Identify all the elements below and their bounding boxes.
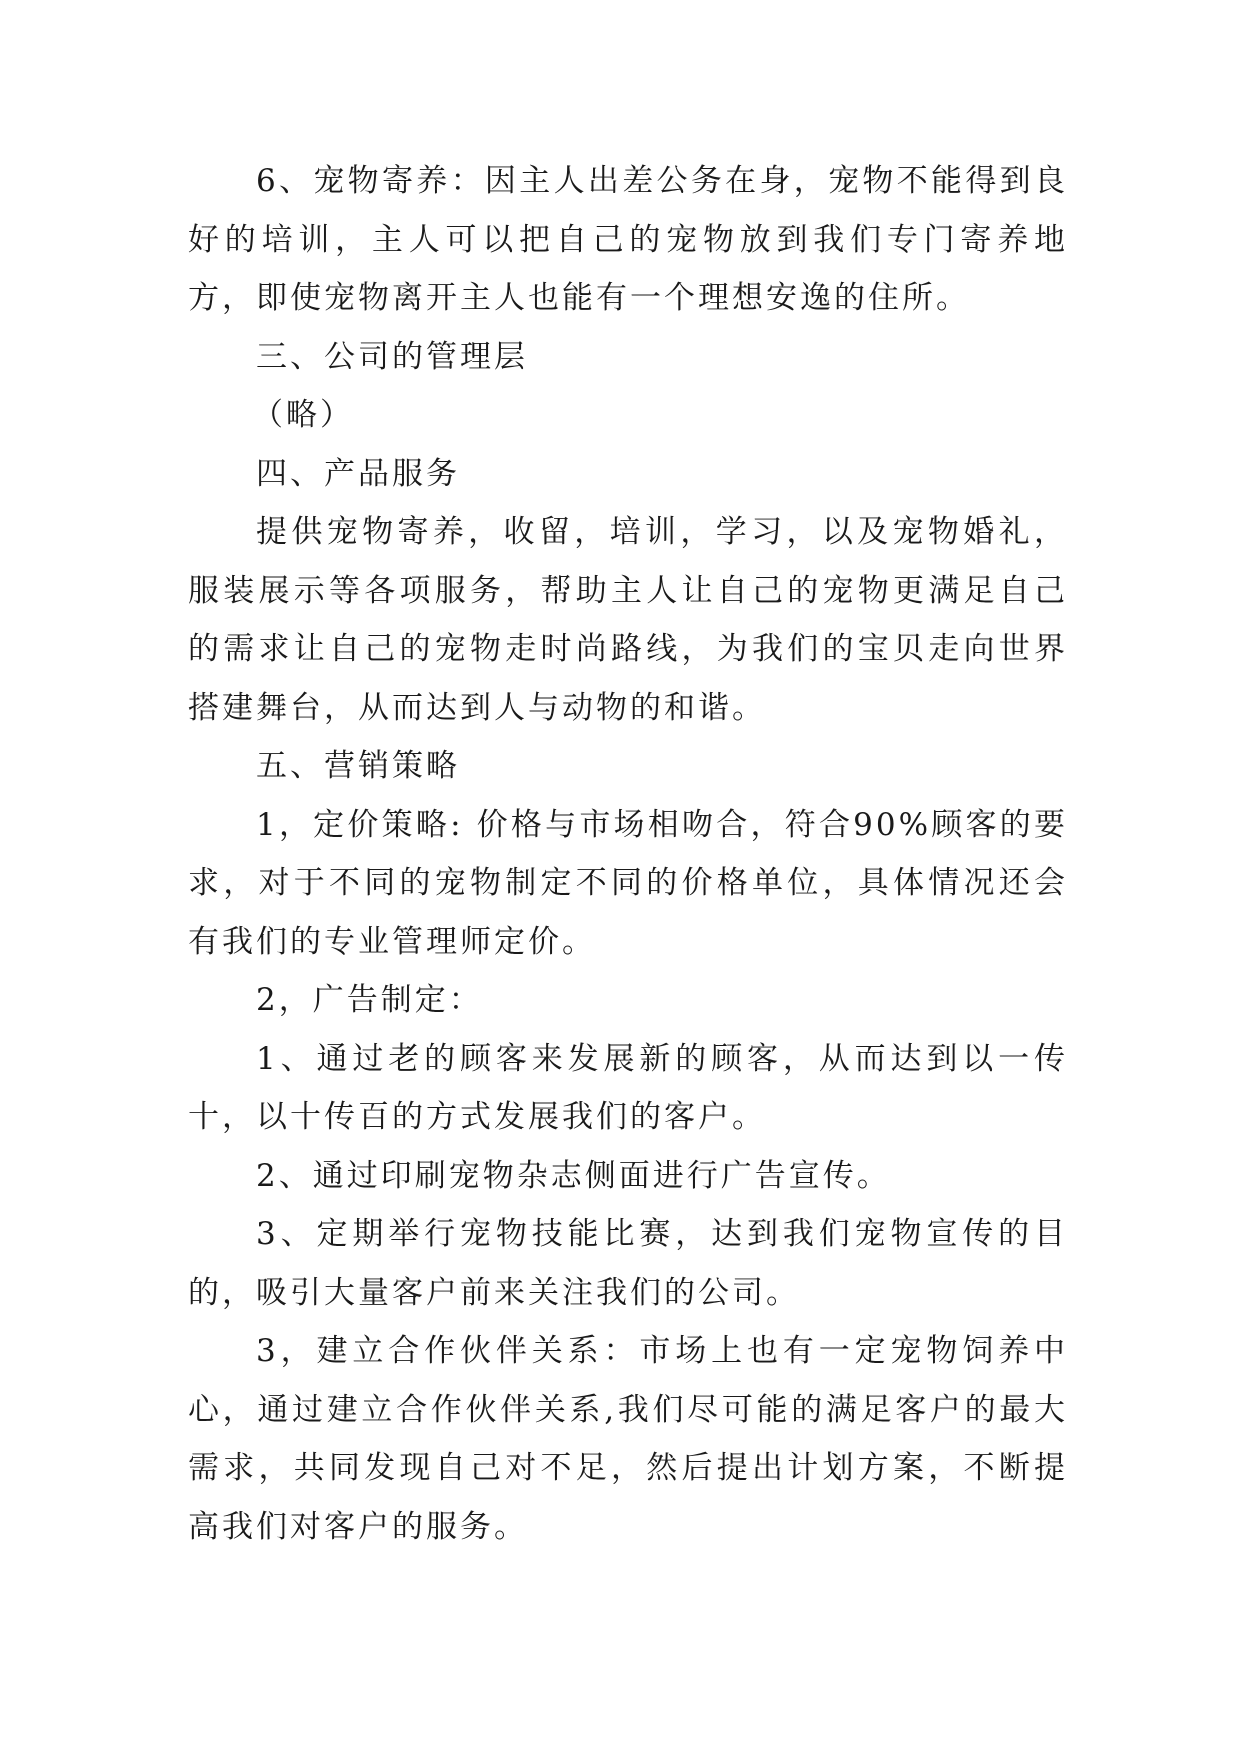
paragraph-products-services: 提供宠物寄养，收留，培训，学习，以及宠物婚礼，服装展示等各项服务，帮助主人让自己的宠物更满足自己的需求让自己的宠物走时尚路线，为我们的宝贝走向世界搭建舞台，从而达到人与动物的和谐。 bbox=[188, 514, 1068, 726]
paragraph-advertising-item-3: 3、定期举行宠物技能比赛，达到我们宠物宣传的目的，吸引大量客户前来关注我们的公司。 bbox=[188, 1216, 1068, 1311]
paragraph-omitted-note: （略） bbox=[252, 397, 354, 433]
document-body bbox=[188, 152, 1068, 1556]
paragraph-partnership: 3，建立合作伙伴关系：市场上也有一定宠物饲养中心，通过建立合作伙伴关系,我们尽可能的满足客户的最大需求，共同发现自己对不足，然后提出计划方案，不断提高我们对客户的服务。 bbox=[188, 1333, 1068, 1545]
paragraph-advertising-item-2: 2、通过印刷宠物杂志侧面进行广告宣传。 bbox=[256, 1157, 891, 1194]
paragraph-pricing-strategy: 1，定价策略: 价格与市场相吻合，符合90%顾客的要求，对于不同的宠物制定不同的价格单位，具体情况还会有我们的专业管理师定价。 bbox=[188, 806, 1068, 960]
section-heading-management: 三、公司的管理层 bbox=[256, 338, 528, 375]
paragraph-advertising-heading: 2，广告制定： bbox=[256, 982, 483, 1018]
section-heading-marketing: 五、营销策略 bbox=[256, 748, 460, 784]
paragraph-pet-boarding: 6、宠物寄养：因主人出差公务在身，宠物不能得到良好的培训，主人可以把自己的宠物放到我们专门寄养地方，即使宠物离开主人也能有一个理想安逸的住所。 bbox=[188, 163, 1068, 316]
paragraph-advertising-item-1: 1、通过老的顾客来发展新的顾客，从而达到以一传十，以十传百的方式发展我们的客户。 bbox=[188, 1040, 1068, 1135]
section-heading-products: 四、产品服务 bbox=[256, 455, 460, 492]
